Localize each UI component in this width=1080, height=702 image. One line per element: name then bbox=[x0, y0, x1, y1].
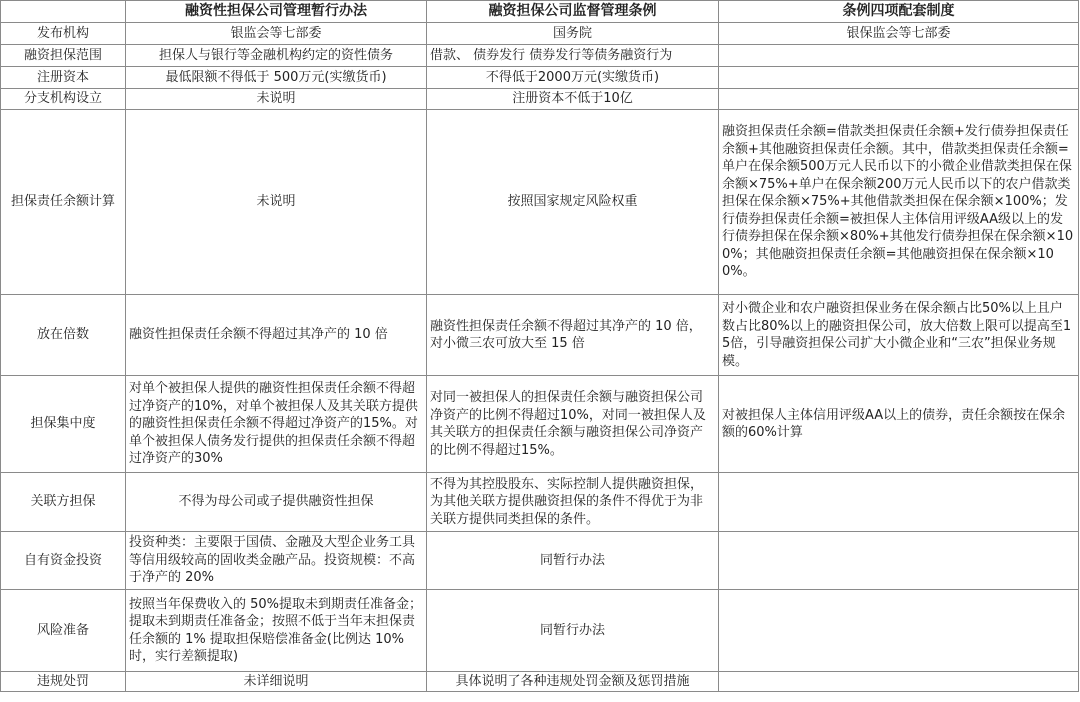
table-cell: 按照当年保费收入的 50%提取未到期责任准备金；提取未到期责任准备金；按照不低于当年末担保责任余额的 1% 提取担保赔偿准备金(比例达 10%时，实行差额提取) bbox=[126, 590, 427, 672]
table-cell bbox=[719, 532, 1079, 590]
table-cell: 不得为其控股股东、实际控制人提供融资担保，为其他关联方提供融资担保的条件不得优于为非关联方提供同类担保的条件。 bbox=[427, 473, 719, 532]
row-label: 违规处罚 bbox=[1, 672, 126, 692]
table-cell bbox=[719, 473, 1079, 532]
header-cell-supervision-regulations: 融资担保公司监督管理条例 bbox=[427, 1, 719, 23]
header-cell-supporting-systems: 条例四项配套制度 bbox=[719, 1, 1079, 23]
table-cell bbox=[719, 590, 1079, 672]
row-label: 融资担保范围 bbox=[1, 45, 126, 67]
table-row bbox=[1, 45, 1079, 67]
table-row bbox=[1, 23, 1079, 45]
table-row bbox=[1, 590, 1079, 672]
table-cell: 不得低于2000万元(实缴货币) bbox=[427, 67, 719, 89]
table-row bbox=[1, 295, 1079, 376]
table-cell bbox=[719, 89, 1079, 110]
table-cell: 未详细说明 bbox=[126, 672, 427, 692]
table-cell: 担保人与银行等金融机构约定的资性债务 bbox=[126, 45, 427, 67]
table-cell: 未说明 bbox=[126, 89, 427, 110]
row-label: 注册资本 bbox=[1, 67, 126, 89]
table-cell: 银监会等七部委 bbox=[126, 23, 427, 45]
table-cell: 对小微企业和农户融资担保业务在保余额占比50%以上且户数占比80%以上的融资担保公司，放大倍数上限可以提高至15倍，引导融资担保公司扩大小微企业和“三农”担保业务规模。 bbox=[719, 295, 1079, 376]
table-cell: 同暂行办法 bbox=[427, 532, 719, 590]
table-cell: 不得为母公司或子提供融资性担保 bbox=[126, 473, 427, 532]
table-cell: 投资种类：主要限于国债、金融及大型企业务工具等信用级较高的固收类金融产品。投资规模：不高于净产的 20% bbox=[126, 532, 427, 590]
table-row bbox=[1, 67, 1079, 89]
table-row bbox=[1, 110, 1079, 295]
table-cell: 对被担保人主体信用评级AA以上的债券，责任余额按在保余额的60%计算 bbox=[719, 376, 1079, 473]
table-cell: 按照国家规定风险权重 bbox=[427, 110, 719, 295]
table-cell: 融资担保责任余额=借款类担保责任余额+发行债券担保责任余额+其他融资担保责任余额。其中，借款类担保责任余额=单户在保余额500万元人民币以下的小微企业借款类担保在保余额×75%+单户在保余额200万元人民币以下的农户借款类担保在保余额×75%+其他借款类担保在保余额×100%；发行债券担保责任余额=被担保人主体信用评级AA级以上的发行债券担保在保余额×80%+其他发行债券担保在保余额×100%；其他融资担保责任余额=其他融资担保在保余额×100%。 bbox=[719, 110, 1079, 295]
row-label: 担保责任余额计算 bbox=[1, 110, 126, 295]
table-row bbox=[1, 672, 1079, 692]
row-label: 自有资金投资 bbox=[1, 532, 126, 590]
table-row bbox=[1, 376, 1079, 473]
header-cell-interim-measures: 融资性担保公司管理暂行办法 bbox=[126, 1, 427, 23]
table-cell: 对同一被担保人的担保责任余额与融资担保公司净资产的比例不得超过10%，对同一被担保人及其关联方的担保责任余额与融资担保公司净资产的比例不得超过15%。 bbox=[427, 376, 719, 473]
table-cell: 借款、 债券发行 债券发行等债务融资行为 bbox=[427, 45, 719, 67]
table-row bbox=[1, 89, 1079, 110]
table-cell: 注册资本不低于10亿 bbox=[427, 89, 719, 110]
table-cell: 融资性担保责任余额不得超过其净产的 10 倍 bbox=[126, 295, 427, 376]
row-label: 关联方担保 bbox=[1, 473, 126, 532]
table-cell: 未说明 bbox=[126, 110, 427, 295]
table-cell: 最低限额不得低于 500万元(实缴货币) bbox=[126, 67, 427, 89]
row-label: 分支机构设立 bbox=[1, 89, 126, 110]
row-label: 风险准备 bbox=[1, 590, 126, 672]
table-cell bbox=[719, 672, 1079, 692]
table-cell: 对单个被担保人提供的融资性担保责任余额不得超过净资产的10%，对单个被担保人及其关联方提供的融资性担保责任余额不得超过净资产的15%。对单个被担保人债务发行提供的担保责任余额不得超过净资产的30% bbox=[126, 376, 427, 473]
table-cell bbox=[719, 45, 1079, 67]
table-cell: 同暂行办法 bbox=[427, 590, 719, 672]
row-label: 担保集中度 bbox=[1, 376, 126, 473]
table-cell: 融资性担保责任余额不得超过其净产的 10 倍， 对小微三农可放大至 15 倍 bbox=[427, 295, 719, 376]
row-label: 放在倍数 bbox=[1, 295, 126, 376]
table-cell: 银保监会等七部委 bbox=[719, 23, 1079, 45]
table-cell bbox=[719, 67, 1079, 89]
table-cell: 具体说明了各种违规处罚金额及惩罚措施 bbox=[427, 672, 719, 692]
table-row bbox=[1, 473, 1079, 532]
table-header-row bbox=[1, 1, 1079, 23]
header-cell-empty bbox=[1, 1, 126, 23]
row-label: 发布机构 bbox=[1, 23, 126, 45]
table-row bbox=[1, 532, 1079, 590]
table-cell: 国务院 bbox=[427, 23, 719, 45]
